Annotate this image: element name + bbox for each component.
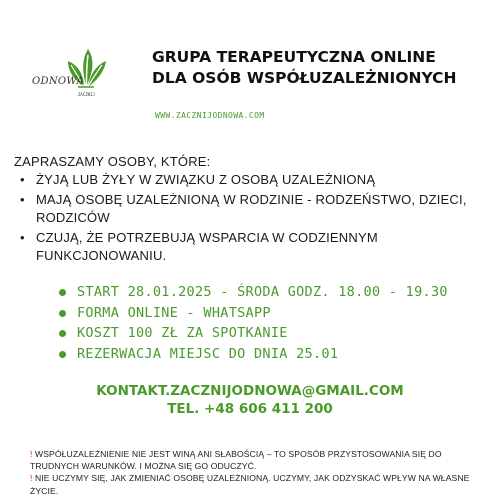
details-item-reservation: REZERWACJA MIEJSC DO DNIA 25.01 [58,344,488,365]
details-item-cost: KOSZT 100 ZŁ ZA SPOTKANIE [58,323,488,344]
warning-mark: ! [30,473,33,484]
contact-phone[interactable]: TEL. +48 606 411 200 [167,401,333,417]
footnotes [30,448,490,497]
details-list [58,282,488,364]
leaf-sprout-icon [30,45,110,100]
title-line-2: DLA OSÓB WSPÓŁUZALEŻNIONYCH [152,69,457,87]
intro-text: ZAPRASZAMY OSOBY, KTÓRE: [14,154,211,169]
logo-subtitle: ZACZNIJ [78,92,95,97]
title-line-1: GRUPA TERAPEUTYCZNA ONLINE [152,48,436,66]
criteria-list [16,171,496,267]
details-item-start: START 28.01.2025 - ŚRODA GODZ. 18.00 - 19.30 [58,282,488,303]
criteria-item: • MAJĄ OSOBĘ UZALEŻNIONĄ W RODZINIE - RODZEŃSTWO, DZIECI, RODZICÓW [16,191,496,228]
warning-mark: ! [30,449,33,459]
criteria-item: • ŻYJĄ LUB ŻYŁY W ZWIĄZKU Z OSOBĄ UZALEŻNIONĄ [16,171,496,190]
page-title [152,47,482,89]
website-link[interactable]: WWW.ZACZNIJODNOWA.COM [155,111,265,120]
footnote-text: WSPÓŁUZALEŻNIENIE NIE JEST WINĄ ANI SŁABOŚCIĄ – TO SPOSÓB PRZYSTOSOWANIA SIĘ DO TRUDNYCH WARUNKÓW. I MOŻNA SIĘ GO ODUCZYĆ. [30,449,442,472]
details-item-form: FORMA ONLINE - WHATSAPP [58,303,488,324]
criteria-item: • CZUJĄ, ŻE POTRZEBUJĄ WSPARCIA W CODZIENNYM FUNKCJONOWANIU. [16,229,496,266]
footnote-item [30,448,490,472]
footnote-item [30,472,490,496]
logo-name: ODNOWA [32,76,84,87]
logo [30,45,110,100]
contact-email[interactable]: KONTAKT.ZACZNIJODNOWA@GMAIL.COM [96,383,404,399]
footnote-text: NIE UCZYMY SIĘ, JAK ZMIENIAĆ OSOBĘ UZALEŻNIONĄ. UCZYMY, JAK ODZYSKAĆ WPŁYW NA WŁASNE ŻYCIE. [30,473,470,496]
